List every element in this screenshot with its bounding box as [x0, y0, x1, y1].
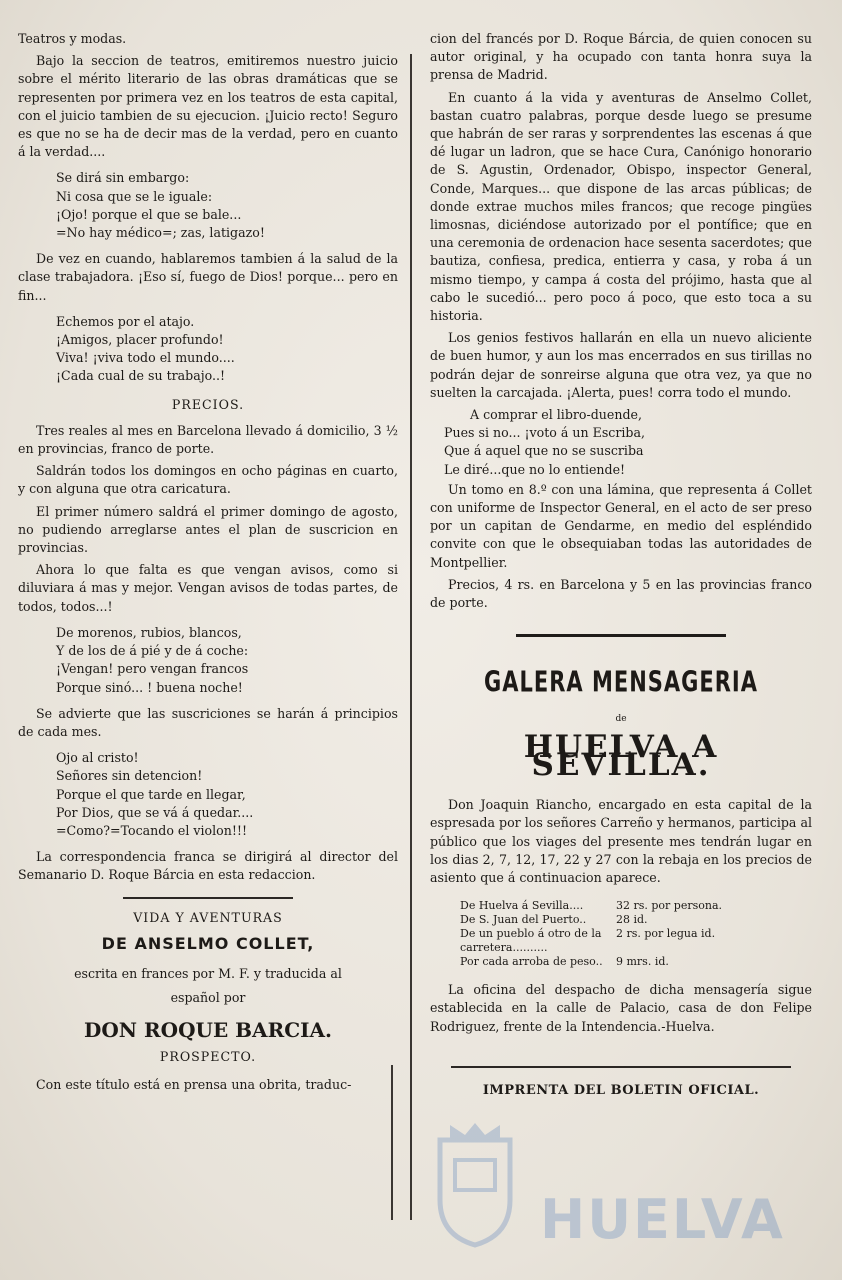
- prospecto-paragraph: Con este título está en prensa una obrita, traduc-: [36, 1076, 352, 1092]
- verse-line: A comprar el libro-duende,: [470, 407, 643, 423]
- price-cell: 32 rs. por persona.: [616, 899, 723, 913]
- section-heading: Teatros y modas.: [18, 31, 127, 46]
- route-cell: De S. Juan del Puerto..: [460, 913, 587, 927]
- verse-line: Que á aquel que no se suscriba: [444, 443, 644, 459]
- table-row: [460, 899, 728, 913]
- precios-heading: PRECIOS.: [171, 396, 245, 412]
- verse-line: =No hay médico=; zas, latigazo!: [56, 225, 265, 241]
- price-cell: 28 id.: [616, 913, 648, 927]
- book-price: Precios, 4 rs. en Barcelona y 5 en las provincias franco de porte.: [430, 576, 812, 611]
- verse-block-1: [18, 169, 398, 242]
- table-row: [460, 913, 728, 927]
- precios-paragraph: Ahora lo que falta es que vengan avisos, como si diluviara á mas y mejor. Vengan avisos de todas partes, de todos, todos...!: [18, 562, 398, 614]
- prospecto-heading: PROSPECTO.: [159, 1048, 257, 1064]
- paragraph-salud: De vez en cuando, hablaremos tambien á la salud de la clase trabajadora. ¡Eso sí, fuego de Dios! porque... pero en fin...: [18, 251, 398, 303]
- verse-line: Le diré...que no lo entiende!: [444, 461, 626, 477]
- story-paragraph: En cuanto á la vida y aventuras de Anselmo Collet, bastan cuatro palabras, porque desde luego se presume que habrán de ser raras y sorprendentes las escenas á que dé lugar un ladron, que se hace Cura, Canónigo honorario de S. Agustin, Ordenador, Obispo, inspector General, Conde, Marques... que dispone de las arcas públicas; de donde extrae muchos miles francos; que recoge pingües limosnas, diciéndose autorizado por el pontífice; que en una ceremonia de ordenacion hace sesenta sacerdotes; que bautiza, confiesa, predica, entierra y casa, y roba á un mismo tiempo, y campa á costa del prójimo, hasta que al cabo le sucedió... pero poco á poco, que esto toca a su historia.: [430, 89, 812, 324]
- book-description: Un tomo en 8.º con una lámina, que representa á Collet con uniforme de Inspector General, en el acto de ser preso por un capitan de Gendarme, en medio del espléndido convite con que le obsequiaban todas las autoridades de Montpellier.: [430, 481, 812, 570]
- precios-paragraph: Tres reales al mes en Barcelona llevado á domicilio, 3 ½ en provincias, franco de porte.: [18, 422, 398, 457]
- verse-line: De morenos, rubios, blancos,: [56, 624, 242, 640]
- author-heading: DON ROQUE BARCIA.: [84, 1018, 332, 1043]
- price-cell: 2 rs. por legua id.: [616, 927, 716, 941]
- price-cell: 9 mrs. id.: [616, 955, 669, 969]
- verse-line: Porque sinó... ! buena noche!: [56, 679, 243, 695]
- continuation-paragraph: cion del francés por D. Roque Bárcia, de quien conocen su autor original, y ha ocupado con tanta honra suya la prensa de Madrid.: [430, 31, 812, 83]
- verse-line: Por Dios, que se vá á quedar....: [56, 804, 254, 820]
- table-row: [460, 927, 728, 955]
- fares-table: [460, 899, 728, 969]
- route-cell: De Huelva á Sevilla....: [460, 899, 584, 913]
- right-column: [430, 30, 812, 1270]
- espanol-line: español por: [170, 990, 246, 1006]
- verse-line: ¡Ojo! porque el que se bale...: [56, 206, 242, 222]
- imprint-line: IMPRENTA DEL BOLETIN OFICIAL.: [482, 1082, 760, 1098]
- intro-paragraph: Bajo la seccion de teatros, emitiremos nuestro juicio sobre el mérito literario de las obras dramáticas que se representen por primera vez en los teatros de esta capital, con el juicio tambien de su ejecucion. ¡Juicio recto! Seguro es que no se ha de decir mas de la verdad, pero en cuanto á la verdad....: [18, 53, 398, 160]
- verse-line: Y de los de á pié y de á coche:: [56, 643, 249, 659]
- notice-paragraph: Se advierte que las suscriciones se harán á principios de cada mes.: [18, 705, 398, 739]
- watermark-text: HUELVA: [540, 1188, 785, 1251]
- galera-heading: GALERA MENSAGERIA: [484, 666, 758, 699]
- precios-paragraph: El primer número saldrá el primer domingo de agosto, no pudiendo arreglarse antes el plan de suscricion en provincias.: [18, 503, 398, 556]
- verse-line: ¡Cada cual de su trabajo..!: [56, 368, 226, 384]
- vida-heading: VIDA Y AVENTURAS: [133, 909, 283, 925]
- route-cell: De un pueblo á otro de la carretera..........: [460, 927, 602, 955]
- verse-block-4: [18, 749, 398, 840]
- story-paragraph: Los genios festivos hallarán en ella un nuevo aliciente de buen humor, y aun los mas encerrados en sus tirillas no podrán dejar de sonreirse alguna que otra vez, ya que no suelten la carcajada. ¡Alerta, pues! corra todo el mundo.: [430, 330, 812, 400]
- verse-line: =Como?=Tocando el violon!!!: [56, 822, 248, 838]
- verse-line: Señores sin detencion!: [56, 768, 203, 784]
- correspondence-paragraph: La correspondencia franca se dirigirá al director del Semanario D. Roque Bárcia en esta redaccion.: [18, 849, 398, 883]
- verse-block-3: [18, 624, 398, 697]
- table-row: [460, 955, 728, 969]
- precios-paragraph: Saldrán todos los domingos en ocho páginas en cuarto, y con alguna que otra caricatura.: [18, 463, 398, 497]
- de-line: de: [615, 713, 627, 724]
- verse-line: Ni cosa que se le iguale:: [56, 188, 213, 204]
- verse-line: ¡Vengan! pero vengan francos: [56, 661, 249, 677]
- route-heading: HUELVA A SEVILLA.: [523, 728, 719, 783]
- route-cell: Por cada arroba de peso..: [460, 955, 603, 969]
- announcement-paragraph: Don Joaquin Riancho, encargado en esta capital de la espresada por los señores Carreño y hermanos, participa al público que los viages del presente mes tendrán lugar en los dias 2, 7, 12, 17, 22 y 27 con la rebaja en los precios de asiento que á continuacion aparece.: [430, 797, 812, 885]
- verse-line: Viva! ¡viva todo el mundo....: [56, 350, 235, 366]
- section-rule: [516, 634, 726, 637]
- section-rule: [123, 897, 293, 899]
- verse-line: Se dirá sin embargo:: [56, 170, 190, 186]
- verse-line: ¡Amigos, placer profundo!: [56, 332, 224, 348]
- verse-block-2: [18, 313, 398, 386]
- escrita-line: escrita en frances por M. F. y traducida al: [74, 965, 342, 981]
- office-paragraph: La oficina del despacho de dicha mensagería sigue establecida en la calle de Palacio, casa de don Felipe Rodriguez, frente de la Intendencia.-Huelva.: [430, 982, 812, 1034]
- left-column: [18, 30, 398, 1270]
- verse-line: Ojo al cristo!: [56, 750, 139, 766]
- verse-block-right: [430, 406, 812, 479]
- verse-line: Echemos por el atajo.: [56, 313, 195, 329]
- verse-line: Pues si no... ¡voto á un Escriba,: [444, 425, 645, 441]
- section-rule: [451, 1066, 791, 1068]
- column-divider: [410, 54, 412, 1220]
- verse-line: Porque el que tarde en llegar,: [56, 786, 246, 802]
- collet-heading: DE ANSELMO COLLET,: [101, 933, 315, 953]
